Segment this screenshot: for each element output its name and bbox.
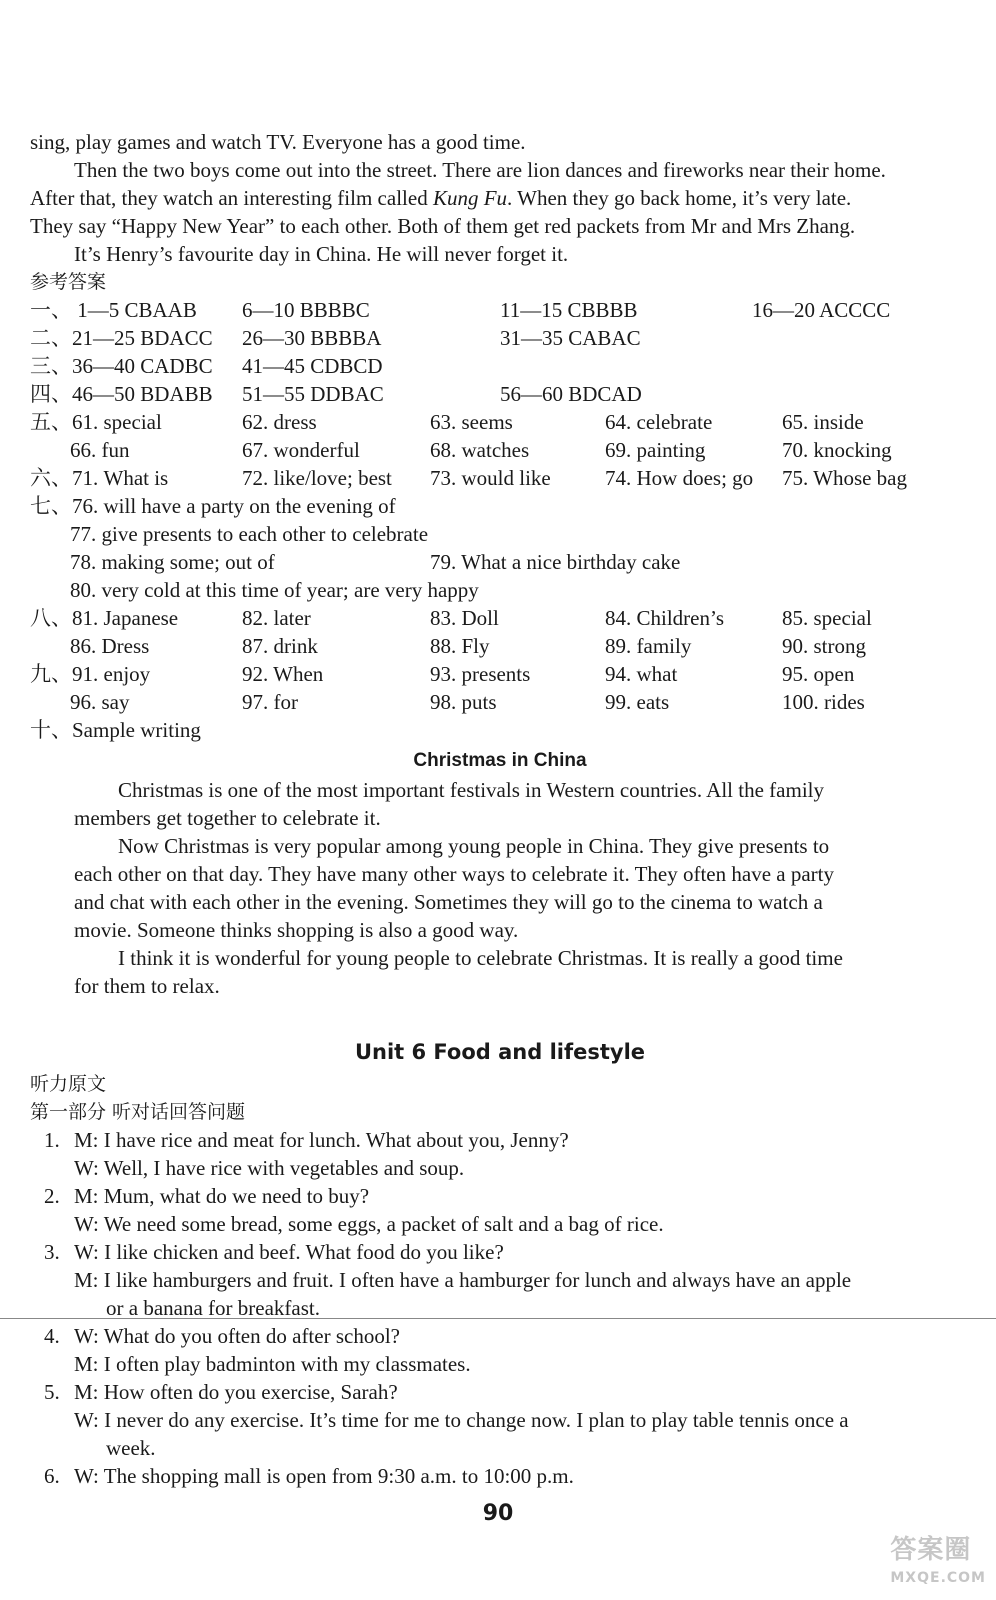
essay-line: and chat with each other in the evening. Sometimes they will go to the cinema to watch a <box>74 890 823 914</box>
story-line: sing, play games and watch TV. Everyone has a good time. <box>30 130 526 154</box>
answer-row: 80. very cold at this time of year; are very happy <box>70 578 479 602</box>
dialog-line: M: I like hamburgers and fruit. I often have a hamburger for lunch and always have an apple <box>74 1268 852 1292</box>
dialog-line: week. <box>106 1436 156 1460</box>
answer-row: 九、91. enjoy 92. When 93. presents 94. what 95. open <box>30 662 855 686</box>
answer-row: 66. fun 67. wonderful 68. watches 69. painting 70. knocking <box>70 438 892 462</box>
watermark-logo: 答案圈 MXQE.COM <box>890 1535 986 1586</box>
dialog-line: W: I never do any exercise. It’s time for me to change now. I plan to play table tennis once a <box>74 1408 849 1432</box>
answer-row: 二、21—25 BDACC 26—30 BBBBA 31—35 CABAC <box>30 326 641 350</box>
answer-row: 四、46—50 BDABB 51—55 DDBAC 56—60 BDCAD <box>30 382 642 406</box>
essay-line: each other on that day. They have many other ways to celebrate it. They often have a party <box>74 862 834 886</box>
story-line: After that, they watch an interesting film called Kung Fu. When they go back home, it’s very late. <box>30 186 852 210</box>
answer-row: 三、36—40 CADBC 41—45 CDBCD <box>30 354 383 378</box>
answer-row: 77. give presents to each other to celebrate <box>70 522 429 546</box>
story-line: Then the two boys come out into the street. There are lion dances and fireworks near their home. <box>74 158 886 182</box>
answer-row: 一、 1—5 CBAAB 6—10 BBBBC 11—15 CBBBB 16—20 ACCCC <box>30 298 891 322</box>
listening-heading: 听力原文 <box>30 1073 107 1095</box>
dialog-line: 5. M: How often do you exercise, Sarah? <box>44 1380 398 1404</box>
essay-line: members get together to celebrate it. <box>74 806 381 830</box>
unit-title: Unit 6 Food and lifestyle <box>354 1040 646 1064</box>
answer-row: 五、61. special 62. dress 63. seems 64. celebrate 65. inside <box>30 410 864 434</box>
answer-row: 六、71. What is 72. like/love; best 73. would like 74. How does; go 75. Whose bag <box>30 466 908 490</box>
answers-heading: 参考答案 <box>30 271 107 293</box>
answer-row: 78. making some; out of 79. What a nice birthday cake <box>70 550 681 574</box>
essay-body <box>30 776 970 1000</box>
essay-line: Christmas is one of the most important festivals in Western countries. All the family <box>118 778 824 802</box>
answer-row: 96. say 97. for 98. puts 99. eats 100. rides <box>70 690 865 714</box>
page-content <box>30 128 970 1490</box>
answer-row: 十、Sample writing <box>30 718 201 742</box>
story-line: They say “Happy New Year” to each other. Both of them get red packets from Mr and Mrs Zhang. <box>30 214 856 238</box>
essay-line: movie. Someone thinks shopping is also a good way. <box>74 918 519 942</box>
dialog-line: 6. W: The shopping mall is open from 9:30 a.m. to 10:00 p.m. <box>44 1464 574 1488</box>
dialog-line: M: I often play badminton with my classmates. <box>74 1352 471 1376</box>
page-number: 90 <box>482 1501 514 1526</box>
dialog-line: 2. M: Mum, what do we need to buy? <box>44 1184 370 1208</box>
essay-line: I think it is wonderful for young people to celebrate Christmas. It is really a good time <box>118 946 843 970</box>
story-line: It’s Henry’s favourite day in China. He will never forget it. <box>74 242 569 266</box>
dialog-line: 3. W: I like chicken and beef. What food do you like? <box>44 1240 504 1264</box>
essay-line: for them to relax. <box>74 974 220 998</box>
essay-title: Christmas in China <box>413 750 587 771</box>
part-heading: 第一部分 听对话回答问题 <box>30 1101 246 1123</box>
essay-line: Now Christmas is very popular among young people in China. They give presents to <box>118 834 830 858</box>
dialog-list <box>30 1126 970 1490</box>
dialog-line: or a banana for breakfast. <box>106 1296 320 1320</box>
divider <box>0 1318 996 1319</box>
answer-row: 七、76. will have a party on the evening of <box>30 494 396 518</box>
dialog-line: W: Well, I have rice with vegetables and soup. <box>74 1156 465 1180</box>
answer-row: 八、81. Japanese 82. later 83. Doll 84. Children’s 85. special <box>30 606 872 630</box>
answer-row: 86. Dress 87. drink 88. Fly 89. family 90. strong <box>70 634 866 658</box>
dialog-line: W: We need some bread, some eggs, a packet of salt and a bag of rice. <box>74 1212 664 1236</box>
dialog-line: 1. M: I have rice and meat for lunch. What about you, Jenny? <box>44 1128 569 1152</box>
dialog-line: 4. W: What do you often do after school? <box>44 1324 400 1348</box>
